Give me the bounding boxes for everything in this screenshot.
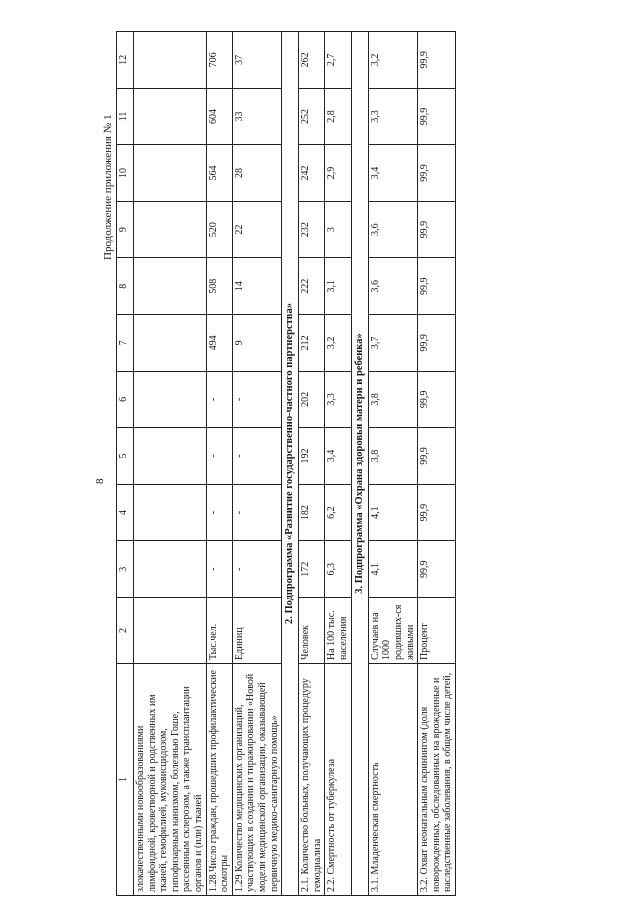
- value-cell: 99,9: [418, 201, 456, 258]
- value-cell: 3: [325, 201, 351, 258]
- value-cell: 3,7: [368, 315, 417, 372]
- table-row: [134, 32, 207, 896]
- column-header: 10: [117, 145, 134, 202]
- indicator-name-cell: 2.1. Количество больных, получающих процедуру гемодиализа: [299, 664, 325, 896]
- value-cell: 172: [299, 541, 325, 598]
- value-cell: 564: [206, 145, 232, 202]
- value-cell: 99,9: [418, 145, 456, 202]
- value-cell: 222: [299, 258, 325, 315]
- value-cell: 520: [206, 201, 232, 258]
- indicator-name-cell: 2.2. Смертность от туберкулеза: [325, 664, 351, 896]
- column-header: 9: [117, 201, 134, 258]
- value-cell: 3,6: [368, 258, 417, 315]
- unit-cell: Процент: [418, 598, 456, 664]
- value-cell: 3,4: [368, 145, 417, 202]
- value-cell: 99,9: [418, 315, 456, 372]
- indicator-name-cell: 3.1. Младенческая смертность: [368, 664, 417, 896]
- value-cell: [134, 428, 207, 485]
- value-cell: 4,1: [368, 484, 417, 541]
- value-cell: 232: [299, 201, 325, 258]
- indicator-name-cell: 3.2. Охват неонатальным скринингом (доля новорожденных, обследованных на врожденные и наследственные заболевания, в общем числе детей,: [418, 664, 456, 896]
- value-cell: [134, 541, 207, 598]
- value-cell: -: [206, 428, 232, 485]
- value-cell: 37: [232, 32, 281, 89]
- value-cell: -: [206, 371, 232, 428]
- value-cell: 3,4: [325, 428, 351, 485]
- table-row: [299, 32, 325, 896]
- section-row: [351, 32, 368, 896]
- header-row: [117, 32, 134, 896]
- indicators-table: [116, 31, 456, 896]
- value-cell: 99,9: [418, 32, 456, 89]
- value-cell: -: [232, 371, 281, 428]
- value-cell: [134, 371, 207, 428]
- unit-cell: Единиц: [232, 598, 281, 664]
- column-header: 11: [117, 88, 134, 145]
- indicator-name-cell: 1.29 Количество медицинских организаций, участвующих в создании и тиражировании «Новой модели медицинской организации, оказывающей первичную медико-санитарную помощь»: [232, 664, 281, 896]
- value-cell: -: [232, 428, 281, 485]
- value-cell: 9: [232, 315, 281, 372]
- value-cell: 192: [299, 428, 325, 485]
- value-cell: 99,9: [418, 484, 456, 541]
- value-cell: 3,2: [368, 32, 417, 89]
- value-cell: -: [232, 541, 281, 598]
- value-cell: 3,8: [368, 428, 417, 485]
- unit-cell: На 100 тыс. населения: [325, 598, 351, 664]
- value-cell: 3,3: [368, 88, 417, 145]
- value-cell: 2,9: [325, 145, 351, 202]
- value-cell: 262: [299, 32, 325, 89]
- page-number: 8: [94, 478, 106, 484]
- value-cell: 242: [299, 145, 325, 202]
- section-title: 3. Подпрограмма «Охрана здоровья матери и ребенка»: [351, 32, 368, 896]
- value-cell: 14: [232, 258, 281, 315]
- value-cell: 3,1: [325, 258, 351, 315]
- column-header: 7: [117, 315, 134, 372]
- value-cell: 2,8: [325, 88, 351, 145]
- value-cell: 212: [299, 315, 325, 372]
- value-cell: 99,9: [418, 541, 456, 598]
- unit-cell: Тыс.чел.: [206, 598, 232, 664]
- table-row: [325, 32, 351, 896]
- table-body: [134, 32, 456, 896]
- value-cell: 604: [206, 88, 232, 145]
- value-cell: 99,9: [418, 258, 456, 315]
- value-cell: 252: [299, 88, 325, 145]
- value-cell: 99,9: [418, 88, 456, 145]
- table-row: [232, 32, 281, 896]
- value-cell: [134, 315, 207, 372]
- indicator-name-cell: 1.28.Число граждан, прошедших профилактические осмотры: [206, 664, 232, 896]
- table-row: [368, 32, 417, 896]
- value-cell: 3,8: [368, 371, 417, 428]
- unit-cell: Человек: [299, 598, 325, 664]
- value-cell: 706: [206, 32, 232, 89]
- table-row: [418, 32, 456, 896]
- value-cell: 3,2: [325, 315, 351, 372]
- value-cell: 3,6: [368, 201, 417, 258]
- value-cell: [134, 88, 207, 145]
- value-cell: 99,9: [418, 371, 456, 428]
- value-cell: 2,7: [325, 32, 351, 89]
- value-cell: 508: [206, 258, 232, 315]
- value-cell: 494: [206, 315, 232, 372]
- value-cell: [134, 484, 207, 541]
- column-header: 12: [117, 32, 134, 89]
- section-row: [282, 32, 299, 896]
- value-cell: 6,2: [325, 484, 351, 541]
- value-cell: 202: [299, 371, 325, 428]
- table-row: [206, 32, 232, 896]
- indicator-name-cell: злокачественными новообразованиями лимфоидной, кроветворной и родственных им тканей, гемофилией, муковисцидозом, гипофизарным нанизмом, болезнью Гоше, рассеянным склерозом, а также трансплантации органов и (или) тканей: [134, 664, 207, 896]
- column-header: 6: [117, 371, 134, 428]
- value-cell: -: [206, 484, 232, 541]
- unit-cell: Случаев на 1000 родивших-ся живыми: [368, 598, 417, 664]
- value-cell: -: [206, 541, 232, 598]
- value-cell: 182: [299, 484, 325, 541]
- value-cell: 4,1: [368, 541, 417, 598]
- column-header: 2: [117, 598, 134, 664]
- value-cell: -: [232, 484, 281, 541]
- value-cell: [134, 32, 207, 89]
- value-cell: 3,3: [325, 371, 351, 428]
- unit-cell: [134, 598, 207, 664]
- value-cell: [134, 145, 207, 202]
- section-title: 2. Подпрограмма «Развитие государственно-частного партнерства»: [282, 32, 299, 896]
- value-cell: 6,3: [325, 541, 351, 598]
- indicators-table-container: [116, 32, 456, 896]
- column-header: 5: [117, 428, 134, 485]
- column-header: 3: [117, 541, 134, 598]
- value-cell: 33: [232, 88, 281, 145]
- value-cell: 99,9: [418, 428, 456, 485]
- column-header: 1: [117, 664, 134, 896]
- value-cell: [134, 258, 207, 315]
- column-header: 8: [117, 258, 134, 315]
- value-cell: 28: [232, 145, 281, 202]
- value-cell: [134, 201, 207, 258]
- value-cell: 22: [232, 201, 281, 258]
- appendix-caption: Продолжение приложения № 1: [102, 114, 114, 260]
- column-header: 4: [117, 484, 134, 541]
